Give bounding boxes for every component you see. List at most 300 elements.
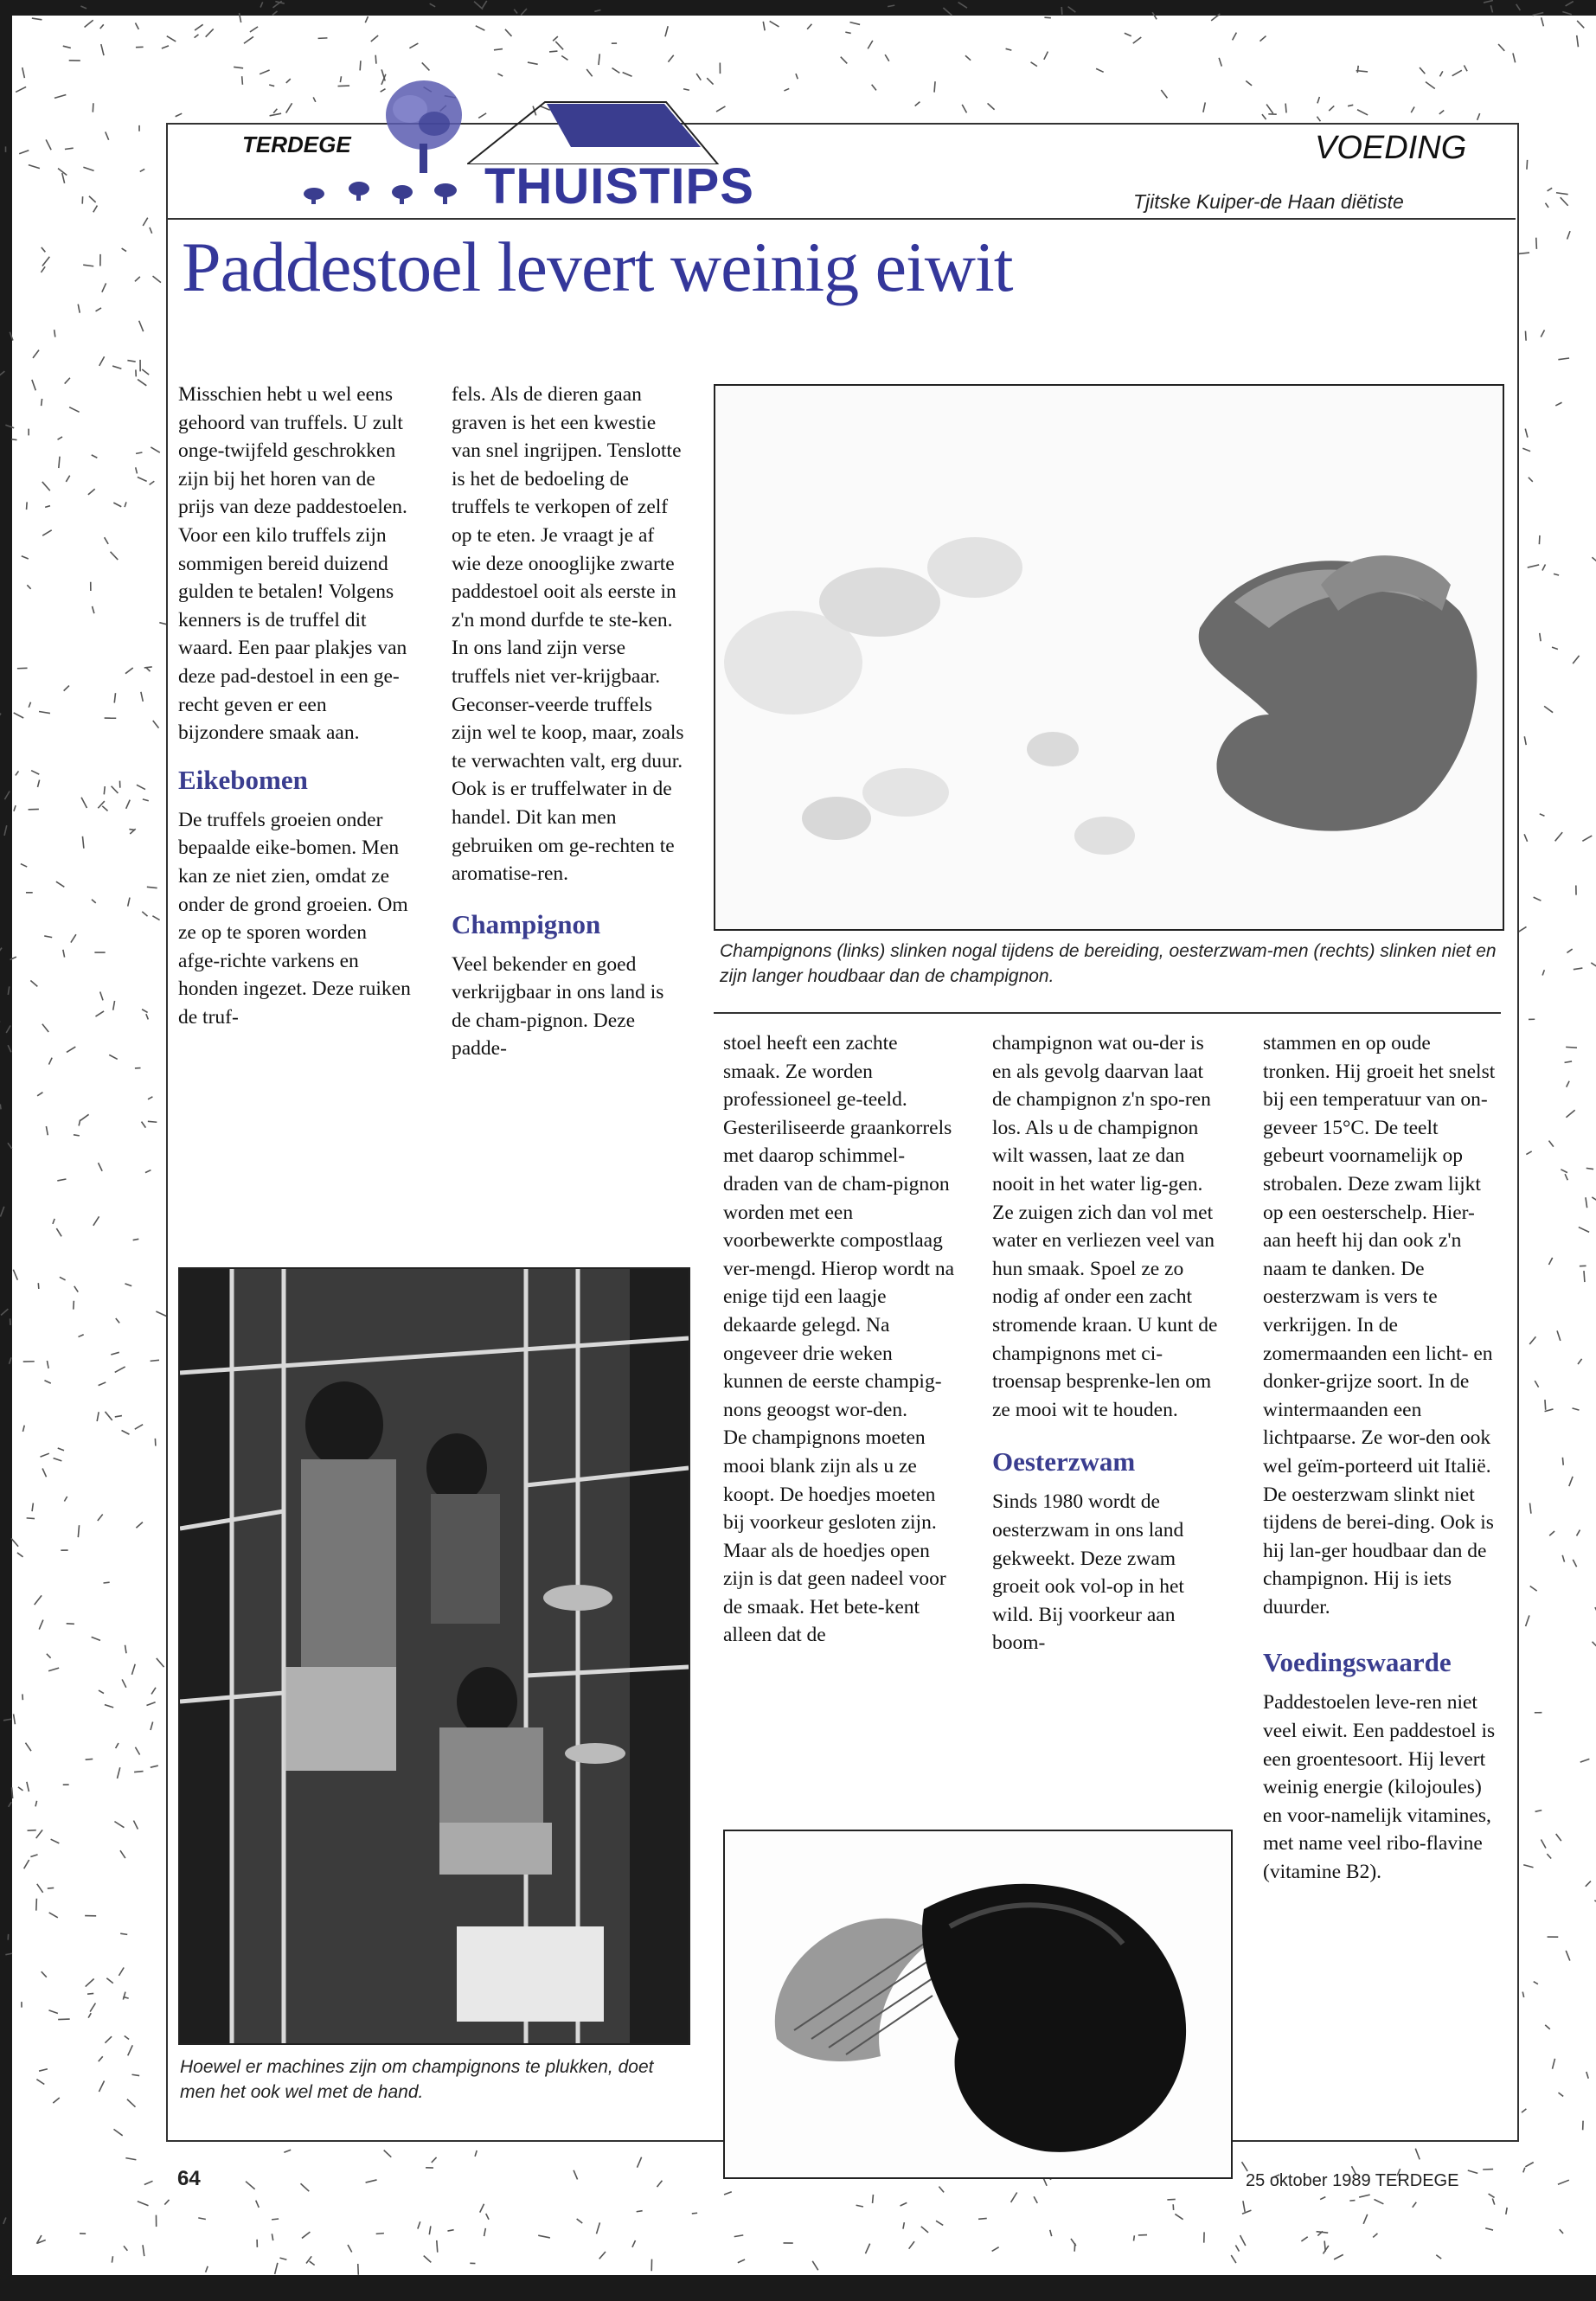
speckle-mark [133, 1239, 139, 1240]
speckle-mark [707, 78, 713, 84]
speckle-mark [1567, 231, 1570, 239]
speckle-mark [79, 1119, 80, 1125]
speckle-mark [125, 668, 133, 674]
speckle-mark [74, 1135, 80, 1136]
speckle-mark [13, 1270, 17, 1280]
speckle-mark [25, 1743, 31, 1751]
speckle-mark [1558, 358, 1569, 360]
speckle-mark [5, 425, 14, 428]
speckle-mark [41, 266, 45, 272]
page-number: 64 [177, 2167, 201, 2190]
speckle-mark [1034, 2196, 1037, 2203]
truffel-paragraph: fels. Als de dieren gaan graven is het een kwestie van snel ingrijpen. Tenslotte is het de bedoeling de truffels te verkopen of zelf op te eten. Je vraagt je af wie deze onooglijke zwarte paddestoel ooit als eerste in z'n mond durfde te ste-ken. In ons land zijn verse truffels niet ver-krijgbaar. Geconser-veerde truffels zijn wel te koop, maar, zoals te verwachten valt, erg duur. Ook is er truffelwater in de handel. Dit kan men gebruiken om ge-rechten te aromatise-ren. [452, 383, 684, 886]
speckle-mark [1329, 106, 1334, 111]
speckle-mark [1498, 44, 1504, 51]
speckle-mark [37, 780, 39, 787]
speckle-mark [1582, 836, 1592, 841]
voedingswaarde-paragraph: Paddestoelen leve-ren niet veel eiwit. Een paddestoel is een groentesoort. Hij levert weinig energie (kilojoules) en voor-namelijk vitamines, met name veel ribo-flavine (vitamine B2). [1263, 1691, 1496, 1884]
speckle-mark [538, 2235, 550, 2238]
speckle-mark [109, 1054, 118, 1059]
oyster-mushroom-photo [723, 1830, 1233, 2179]
speckle-mark [32, 18, 42, 20]
speckle-mark [250, 27, 258, 32]
top-photo-caption: Champignons (links) slinken nogal tijdens de bereiding, oesterzwam-men (rechts) slinken niet en zijn langer houdbaar dan de champignon. [720, 941, 1497, 986]
speckle-mark [198, 2218, 206, 2220]
speckle-mark [1203, 102, 1205, 112]
speckle-mark [14, 1714, 16, 1724]
speckle-mark [146, 1014, 148, 1019]
speckle-mark [1061, 7, 1062, 15]
speckle-mark [4, 825, 7, 836]
speckle-mark [1125, 33, 1131, 35]
speckle-mark [37, 1884, 43, 1893]
speckle-mark [1577, 21, 1584, 28]
speckle-mark [807, 24, 811, 29]
speckle-mark [992, 2247, 999, 2252]
speckle-mark [1219, 58, 1221, 67]
speckle-mark [1490, 5, 1492, 12]
speckle-mark [1586, 1197, 1587, 1208]
speckle-mark [135, 277, 140, 281]
speckle-mark [29, 165, 40, 169]
speckle-mark [151, 1766, 158, 1767]
speckle-mark [167, 36, 176, 42]
speckle-mark [476, 26, 485, 30]
roof-logo-icon [467, 95, 727, 164]
speckle-mark [131, 1664, 135, 1675]
speckle-mark [246, 2182, 255, 2189]
speckle-mark [1068, 7, 1076, 13]
speckle-mark [1548, 188, 1553, 190]
speckle-mark [39, 1620, 43, 1630]
speckle-mark [32, 1503, 33, 1512]
speckle-mark [104, 786, 105, 794]
speckle-mark [1, 1309, 8, 1315]
speckle-mark [35, 1595, 42, 1605]
speckle-mark [125, 2158, 136, 2160]
speckle-mark [0, 714, 1, 720]
speckle-mark [1542, 17, 1544, 26]
speckle-mark [123, 1992, 125, 2000]
speckle-mark [978, 2218, 987, 2219]
heading-eikebomen: Eikebomen [178, 764, 308, 795]
eikebomen-paragraph: De truffels groeien onder bepaalde eike-bomen. Men kan ze niet zien, omdat ze onder de grond groeien. Om ze op te sporen worden afge-richte varkens en honden ingezet. Deze ruiken de truf- [178, 808, 411, 1029]
speckle-mark [313, 97, 316, 101]
speckle-mark [939, 2187, 944, 2193]
wassen-paragraph: champignon wat ou-der is en als gevolg daarvan laat de champignon z'n spo-ren los. Als u de champignon wilt wassen, laat ze dan nooit in het water lig-gen. Ze zuigen zich dan vol met water en verliezen veel van hun smaak. Spoel ze zo nodig af onder een zacht stromende kraan. U kunt de champignons met ci-troensap besprenke-len om ze mooi wit te houden. [992, 1032, 1218, 1421]
speckle-mark [125, 1284, 131, 1286]
speckle-mark [153, 276, 161, 282]
speckle-mark [1133, 37, 1142, 43]
speckle-mark [80, 1114, 89, 1120]
speckle-mark [58, 437, 62, 439]
speckle-mark [83, 265, 93, 266]
speckle-mark [1574, 968, 1583, 970]
oesterzwam-paragraph: Sinds 1980 wordt de oesterzwam in ons land gekweekt. Deze zwam groeit ook vol-op in het wild. Bij voorkeur aan boom- [992, 1490, 1184, 1655]
speckle-mark [1545, 2025, 1550, 2029]
speckle-mark [12, 1787, 13, 1798]
speckle-mark [22, 556, 29, 559]
speckle-mark [53, 1219, 54, 1224]
speckle-mark [153, 721, 159, 728]
speckle-mark [763, 22, 765, 30]
speckle-mark [48, 1668, 59, 1671]
speckle-mark [206, 2266, 208, 2272]
speckle-mark [85, 20, 93, 27]
speckle-mark [1541, 1840, 1546, 1849]
speckle-mark [151, 1722, 153, 1730]
speckle-mark [1485, 2228, 1493, 2230]
speckle-mark [1134, 2235, 1135, 2240]
speckle-mark [140, 169, 144, 171]
speckle-mark [657, 2181, 663, 2187]
brand-name: TERDEGE [242, 131, 351, 157]
speckle-mark [1152, 12, 1157, 19]
speckle-mark [27, 585, 30, 588]
speckle-mark [505, 29, 512, 36]
speckle-mark [1584, 1271, 1585, 1282]
speckle-mark [1525, 331, 1526, 341]
speckle-mark [418, 2221, 420, 2228]
speckle-mark [1323, 2246, 1328, 2254]
speckle-mark [105, 1412, 112, 1420]
speckle-mark [1415, 2149, 1420, 2160]
speckle-mark [623, 73, 632, 77]
speckle-mark [48, 1058, 52, 1065]
speckle-mark [31, 771, 39, 774]
column-3 [723, 1029, 957, 1650]
speckle-mark [1566, 1047, 1577, 1048]
speckle-mark [119, 1967, 124, 1975]
speckle-mark [555, 42, 563, 49]
speckle-mark [574, 2170, 577, 2180]
speckle-mark [638, 2157, 642, 2168]
speckle-mark [1348, 105, 1353, 106]
column-4 [992, 1029, 1226, 1657]
speckle-mark [384, 2150, 392, 2157]
speckle-mark [1562, 11, 1572, 14]
speckle-mark [286, 79, 291, 83]
speckle-mark [113, 1001, 115, 1010]
speckle-mark [128, 2045, 133, 2055]
champignon-intro-paragraph: Veel bekender en goed verkrijgbaar in ons land is de cham-pignon. Deze padde- [452, 952, 664, 1061]
speckle-mark [849, 22, 860, 25]
speckle-mark [117, 1767, 119, 1779]
mushrooms-photo [714, 384, 1504, 931]
speckle-mark [586, 69, 592, 76]
speckle-mark [1242, 2210, 1251, 2214]
speckle-mark [63, 46, 71, 48]
speckle-mark [133, 1821, 138, 1830]
speckle-mark [136, 467, 138, 473]
speckle-mark [27, 1782, 29, 1791]
section-tag: THUISTIPS [484, 158, 754, 215]
speckle-mark [42, 482, 50, 490]
speckle-mark [1556, 193, 1568, 195]
speckle-mark [127, 361, 135, 362]
speckle-mark [521, 9, 527, 15]
speckle-mark [1522, 1992, 1523, 1997]
speckle-mark [1044, 52, 1048, 60]
speckle-mark [486, 2214, 489, 2220]
speckle-mark [128, 898, 130, 907]
speckle-mark [302, 2232, 310, 2238]
speckle-mark [1413, 2202, 1417, 2208]
speckle-mark [1545, 203, 1548, 208]
speckle-mark [1567, 1081, 1569, 1087]
speckle-mark [1468, 2170, 1477, 2173]
speckle-mark [44, 1381, 50, 1383]
speckle-mark [965, 55, 971, 60]
speckle-mark [142, 1009, 148, 1013]
speckle-mark [260, 70, 269, 74]
speckle-mark [1569, 1477, 1573, 1486]
speckle-mark [1566, 2, 1574, 6]
speckle-mark [144, 2181, 153, 2184]
speckle-mark [54, 330, 55, 336]
speckle-mark [1573, 1560, 1576, 1567]
speckle-mark [596, 2222, 599, 2234]
oyster-mushroom-illustration [725, 1831, 1231, 2177]
speckle-mark [561, 56, 567, 61]
speckle-mark [206, 29, 214, 36]
speckle-mark [1547, 1854, 1551, 1858]
speckle-mark [100, 992, 103, 1001]
speckle-mark [1525, 429, 1528, 438]
speckle-mark [637, 2211, 643, 2212]
speckle-mark [1006, 48, 1012, 50]
speckle-mark [1566, 1110, 1574, 1117]
speckle-mark [1526, 1615, 1529, 1626]
speckle-mark [120, 1850, 125, 1858]
speckle-mark [127, 2099, 136, 2107]
speckle-mark [1530, 1586, 1537, 1592]
speckle-mark [273, 109, 277, 113]
speckle-mark [888, 5, 894, 7]
speckle-mark [152, 916, 159, 920]
speckle-mark [549, 51, 557, 52]
speckle-mark [0, 371, 4, 375]
speckle-mark [102, 283, 106, 292]
speckle-mark [432, 2157, 437, 2163]
speckle-mark [692, 2213, 697, 2214]
harvest-illustration [180, 1269, 689, 2043]
speckle-mark [594, 10, 600, 11]
speckle-mark [54, 94, 66, 98]
speckle-mark [93, 206, 98, 213]
speckle-mark [9, 1802, 12, 1807]
speckle-mark [162, 46, 169, 48]
speckle-mark [11, 439, 16, 440]
speckle-mark [1524, 736, 1526, 745]
speckle-mark [988, 103, 995, 109]
speckle-mark [1526, 1151, 1531, 1155]
mushroom-cluster-icon [298, 173, 480, 209]
speckle-mark [1533, 13, 1544, 16]
issue-dateline: 25 oktober 1989 TERDEGE [1246, 2171, 1459, 2190]
speckle-mark [28, 1830, 36, 1831]
speckle-mark [1591, 963, 1596, 966]
speckle-mark [1535, 1381, 1538, 1388]
speckle-mark [1317, 97, 1319, 103]
speckle-mark [909, 2241, 914, 2249]
speckle-mark [97, 1412, 99, 1421]
speckle-mark [42, 257, 49, 266]
speckle-mark [53, 2098, 59, 2103]
speckle-mark [1529, 478, 1533, 482]
speckle-mark [1233, 33, 1237, 41]
speckle-mark [99, 1690, 104, 1693]
speckle-mark [553, 36, 558, 41]
speckle-mark [872, 85, 876, 91]
harvest-photo [178, 1267, 690, 2045]
speckle-mark [1373, 2234, 1377, 2238]
speckle-mark [1436, 2255, 1441, 2259]
speckle-mark [36, 1830, 42, 1838]
speckle-mark [612, 68, 620, 74]
speckle-mark [19, 151, 29, 154]
speckle-mark [873, 2195, 874, 2203]
speckle-mark [1484, 0, 1493, 3]
speckle-mark [494, 49, 503, 50]
speckle-mark [901, 2202, 907, 2206]
speckle-mark [195, 24, 203, 30]
speckle-mark [1439, 71, 1442, 76]
speckle-mark [1426, 82, 1435, 89]
speckle-mark [371, 35, 378, 42]
speckle-mark [841, 57, 848, 64]
speckle-mark [1556, 1834, 1561, 1841]
speckle-mark [59, 457, 60, 468]
speckle-mark [115, 1367, 125, 1373]
speckle-mark [111, 552, 119, 560]
speckle-mark [1317, 117, 1320, 122]
speckle-mark [36, 2080, 44, 2085]
speckle-mark [360, 61, 361, 70]
speckle-mark [101, 44, 104, 55]
speckle-mark [734, 2235, 744, 2237]
speckle-mark [42, 530, 52, 535]
speckle-mark [60, 1277, 66, 1280]
speckle-mark [1586, 2072, 1588, 2079]
speckle-mark [104, 1582, 110, 1583]
speckle-mark [195, 35, 199, 38]
speckle-mark [474, 2, 483, 10]
speckle-mark [1492, 2198, 1494, 2204]
speckle-mark [1534, 897, 1542, 901]
speckle-mark [784, 88, 789, 91]
speckle-mark [78, 1335, 83, 1337]
speckle-mark [1334, 2254, 1343, 2259]
speckle-mark [112, 786, 119, 793]
speckle-mark [865, 2244, 869, 2254]
speckle-mark [116, 1318, 119, 1323]
speckle-mark [1050, 2230, 1052, 2236]
speckle-mark [148, 1097, 152, 1099]
speckle-mark [42, 247, 46, 252]
speckle-mark [284, 2150, 291, 2152]
speckle-mark [112, 366, 121, 369]
speckle-mark [42, 1024, 48, 1032]
speckle-mark [38, 1283, 39, 1289]
article-title: Paddestoel levert weinig eiwit [182, 228, 1013, 306]
speckle-mark [1562, 1555, 1564, 1562]
speckle-mark [1528, 565, 1539, 567]
speckle-mark [1513, 53, 1516, 62]
speckle-mark [348, 2245, 352, 2253]
speckle-mark [45, 506, 50, 508]
speckle-mark [0, 1207, 3, 1217]
speckle-mark [22, 1426, 24, 1432]
speckle-mark [1175, 2214, 1183, 2219]
speckle-mark [17, 1553, 23, 1557]
speckle-mark [99, 1163, 103, 1171]
speckle-mark [244, 36, 253, 43]
speckle-mark [99, 2056, 103, 2061]
speckle-mark [1540, 633, 1541, 641]
speckle-mark [135, 23, 138, 29]
speckle-mark [138, 380, 146, 386]
speckle-mark [24, 1860, 29, 1868]
speckle-mark [1567, 949, 1572, 952]
column-1 [178, 381, 412, 1031]
speckle-mark [138, 478, 147, 482]
speckle-mark [64, 686, 69, 691]
speckle-mark [1524, 834, 1527, 842]
speckle-mark [256, 2201, 260, 2208]
speckle-mark [49, 1913, 58, 1918]
speckle-mark [142, 369, 149, 375]
speckle-mark [88, 489, 95, 495]
speckle-mark [30, 981, 37, 987]
speckle-mark [78, 1525, 79, 1537]
speckle-mark [1580, 1759, 1590, 1762]
speckle-mark [139, 321, 144, 331]
speckle-mark [1516, 4, 1521, 10]
speckle-mark [66, 476, 69, 482]
speckle-mark [1518, 926, 1526, 932]
speckle-mark [95, 1011, 104, 1016]
speckle-mark [934, 81, 935, 92]
intro-paragraph: Misschien hebt u wel eens gehoord van truffels. U zult onge-twijfeld geschrokken zijn bij het horen van de prijs van deze paddestoelen. Voor een kilo truffels zijn sommigen bereid duizend gulden te betalen! Volgens kenners is de truffel dit waard. Een paar plakjes van deze pad-destoel in een ge-recht geven er een bijzondere smaak aan. [178, 383, 407, 745]
speckle-mark [812, 2261, 818, 2270]
speckle-mark [142, 912, 147, 916]
speckle-mark [142, 1122, 146, 1128]
speckle-mark [106, 131, 109, 139]
speckle-mark [92, 455, 98, 458]
speckle-mark [1565, 1061, 1573, 1062]
speckle-mark [430, 3, 435, 7]
category-label: VOEDING [1315, 130, 1467, 166]
speckle-mark [1558, 2180, 1569, 2184]
speckle-mark [27, 502, 28, 510]
speckle-mark [1522, 2109, 1526, 2112]
speckle-mark [1301, 2237, 1307, 2241]
speckle-mark [1031, 62, 1037, 67]
speckle-mark [51, 1839, 60, 1843]
bottom-border [0, 2275, 1596, 2301]
speckle-mark [46, 139, 51, 150]
speckle-mark [1565, 1174, 1567, 1180]
speckle-mark [42, 1971, 47, 1977]
speckle-mark [3, 2217, 6, 2223]
speckle-mark [1579, 1227, 1589, 1233]
speckle-mark [958, 3, 967, 9]
speckle-mark [1231, 2255, 1236, 2263]
speckle-mark [1240, 2235, 1246, 2246]
speckle-mark [114, 1822, 124, 1828]
speckle-mark [1536, 238, 1537, 249]
